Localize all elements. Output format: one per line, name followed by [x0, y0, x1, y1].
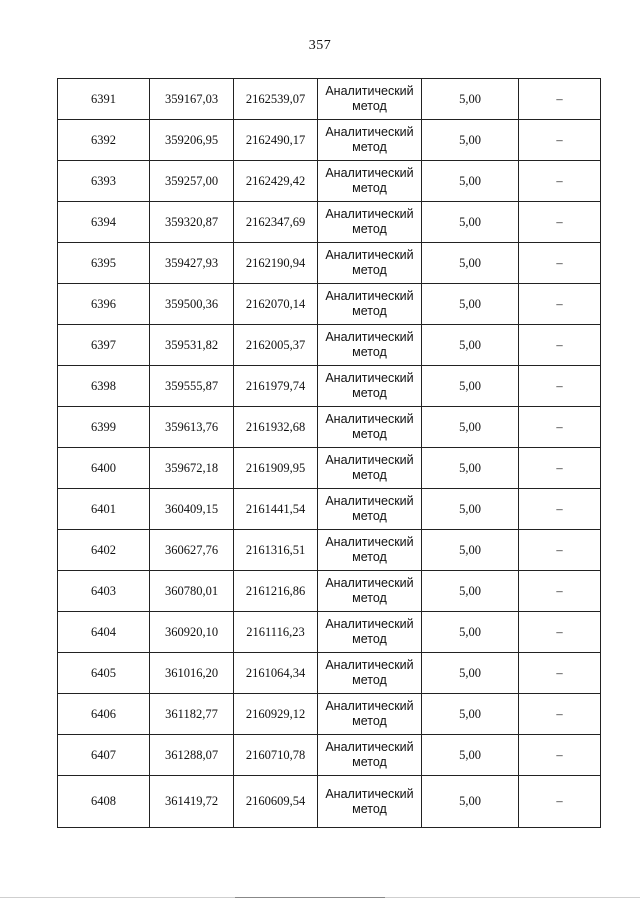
- precision-cell: 5,00: [422, 735, 519, 776]
- method-text-line2: метод: [352, 263, 387, 277]
- precision-cell: 5,00: [422, 407, 519, 448]
- method-cell: [318, 202, 422, 243]
- point-number-cell: 6400: [58, 448, 150, 489]
- note-cell: –: [519, 79, 601, 120]
- y-coordinate-cell: 2162005,37: [234, 325, 318, 366]
- precision-cell: 5,00: [422, 489, 519, 530]
- point-number-cell: 6403: [58, 571, 150, 612]
- point-number-cell: 6393: [58, 161, 150, 202]
- method-cell: [318, 530, 422, 571]
- note-cell: –: [519, 530, 601, 571]
- method-text-line1: Аналитический: [325, 535, 414, 549]
- y-coordinate-cell: 2162539,07: [234, 79, 318, 120]
- table-row: [58, 653, 601, 694]
- precision-cell: 5,00: [422, 366, 519, 407]
- method-text-line2: метод: [352, 427, 387, 441]
- method-cell: [318, 407, 422, 448]
- table-row: [58, 120, 601, 161]
- y-coordinate-cell: 2162490,17: [234, 120, 318, 161]
- method-text-line2: метод: [352, 386, 387, 400]
- table-row: [58, 202, 601, 243]
- x-coordinate-cell: 361288,07: [150, 735, 234, 776]
- point-number-cell: 6396: [58, 284, 150, 325]
- point-number-cell: 6405: [58, 653, 150, 694]
- method-cell: [318, 653, 422, 694]
- note-cell: –: [519, 284, 601, 325]
- point-number-cell: 6395: [58, 243, 150, 284]
- method-text-line2: метод: [352, 632, 387, 646]
- point-number-cell: 6406: [58, 694, 150, 735]
- y-coordinate-cell: 2161979,74: [234, 366, 318, 407]
- note-cell: –: [519, 489, 601, 530]
- method-text-line1: Аналитический: [325, 494, 414, 508]
- method-text-line1: Аналитический: [325, 412, 414, 426]
- method-text-line1: Аналитический: [325, 658, 414, 672]
- method-cell: [318, 161, 422, 202]
- y-coordinate-cell: 2161064,34: [234, 653, 318, 694]
- note-cell: –: [519, 653, 601, 694]
- precision-cell: 5,00: [422, 120, 519, 161]
- method-text-line1: Аналитический: [325, 786, 414, 801]
- y-coordinate-cell: 2162429,42: [234, 161, 318, 202]
- note-cell: –: [519, 366, 601, 407]
- method-text-line1: Аналитический: [325, 453, 414, 467]
- table-row: [58, 243, 601, 284]
- x-coordinate-cell: 359206,95: [150, 120, 234, 161]
- y-coordinate-cell: 2160710,78: [234, 735, 318, 776]
- point-number-cell: 6402: [58, 530, 150, 571]
- x-coordinate-cell: 359555,87: [150, 366, 234, 407]
- x-coordinate-cell: 360920,10: [150, 612, 234, 653]
- method-text-line2: метод: [352, 181, 387, 195]
- precision-cell: 5,00: [422, 243, 519, 284]
- x-coordinate-cell: 361419,72: [150, 776, 234, 828]
- point-number-cell: 6401: [58, 489, 150, 530]
- table-row: [58, 694, 601, 735]
- x-coordinate-cell: 359500,36: [150, 284, 234, 325]
- x-coordinate-cell: 359257,00: [150, 161, 234, 202]
- table-row: [58, 407, 601, 448]
- x-coordinate-cell: 359531,82: [150, 325, 234, 366]
- point-number-cell: 6394: [58, 202, 150, 243]
- y-coordinate-cell: 2160929,12: [234, 694, 318, 735]
- method-cell: [318, 489, 422, 530]
- method-text-line2: метод: [352, 550, 387, 564]
- method-cell: [318, 325, 422, 366]
- y-coordinate-cell: 2162070,14: [234, 284, 318, 325]
- method-cell: [318, 612, 422, 653]
- y-coordinate-cell: 2161909,95: [234, 448, 318, 489]
- y-coordinate-cell: 2162190,94: [234, 243, 318, 284]
- point-number-cell: 6404: [58, 612, 150, 653]
- method-cell: [318, 284, 422, 325]
- x-coordinate-cell: 359427,93: [150, 243, 234, 284]
- x-coordinate-cell: 359672,18: [150, 448, 234, 489]
- note-cell: –: [519, 243, 601, 284]
- x-coordinate-cell: 361182,77: [150, 694, 234, 735]
- note-cell: –: [519, 448, 601, 489]
- method-text-line2: метод: [352, 509, 387, 523]
- note-cell: –: [519, 612, 601, 653]
- precision-cell: 5,00: [422, 161, 519, 202]
- method-text-line2: метод: [352, 222, 387, 236]
- x-coordinate-cell: 359613,76: [150, 407, 234, 448]
- y-coordinate-cell: 2161316,51: [234, 530, 318, 571]
- method-cell: [318, 694, 422, 735]
- method-text-line2: метод: [352, 468, 387, 482]
- table-body: [58, 79, 601, 828]
- method-text-line1: Аналитический: [325, 207, 414, 221]
- point-number-cell: 6407: [58, 735, 150, 776]
- precision-cell: 5,00: [422, 202, 519, 243]
- y-coordinate-cell: 2161216,86: [234, 571, 318, 612]
- point-number-cell: 6408: [58, 776, 150, 828]
- method-cell: [318, 366, 422, 407]
- table-row: [58, 366, 601, 407]
- method-cell: [318, 120, 422, 161]
- bottom-rule-accent: [235, 897, 385, 898]
- note-cell: –: [519, 735, 601, 776]
- point-number-cell: 6391: [58, 79, 150, 120]
- note-cell: –: [519, 202, 601, 243]
- x-coordinate-cell: 359320,87: [150, 202, 234, 243]
- method-text-line1: Аналитический: [325, 740, 414, 754]
- precision-cell: 5,00: [422, 694, 519, 735]
- point-number-cell: 6397: [58, 325, 150, 366]
- method-text-line1: Аналитический: [325, 699, 414, 713]
- method-text-line1: Аналитический: [325, 166, 414, 180]
- method-cell: [318, 243, 422, 284]
- y-coordinate-cell: 2160609,54: [234, 776, 318, 828]
- y-coordinate-cell: 2161932,68: [234, 407, 318, 448]
- page-number: 357: [308, 38, 332, 53]
- precision-cell: 5,00: [422, 571, 519, 612]
- table-row: [58, 735, 601, 776]
- method-cell: [318, 776, 422, 828]
- note-cell: –: [519, 161, 601, 202]
- precision-cell: 5,00: [422, 448, 519, 489]
- method-cell: [318, 448, 422, 489]
- precision-cell: 5,00: [422, 653, 519, 694]
- note-cell: –: [519, 407, 601, 448]
- method-text-line2: метод: [352, 345, 387, 359]
- method-text-line2: метод: [352, 714, 387, 728]
- precision-cell: 5,00: [422, 530, 519, 571]
- table-row: [58, 448, 601, 489]
- method-text-line2: метод: [352, 673, 387, 687]
- table-row: [58, 325, 601, 366]
- x-coordinate-cell: 360627,76: [150, 530, 234, 571]
- table-row: [58, 612, 601, 653]
- note-cell: –: [519, 325, 601, 366]
- y-coordinate-cell: 2162347,69: [234, 202, 318, 243]
- table-row: [58, 489, 601, 530]
- method-text-line2: метод: [352, 304, 387, 318]
- x-coordinate-cell: 359167,03: [150, 79, 234, 120]
- method-text-line1: Аналитический: [325, 125, 414, 139]
- note-cell: –: [519, 694, 601, 735]
- y-coordinate-cell: 2161441,54: [234, 489, 318, 530]
- table-row: [58, 530, 601, 571]
- method-text-line2: метод: [352, 591, 387, 605]
- y-coordinate-cell: 2161116,23: [234, 612, 318, 653]
- method-text-line1: Аналитический: [325, 617, 414, 631]
- method-cell: [318, 735, 422, 776]
- method-cell: [318, 571, 422, 612]
- table-row: [58, 571, 601, 612]
- note-cell: –: [519, 120, 601, 161]
- table-row: [58, 776, 601, 828]
- coordinates-table: [57, 78, 601, 828]
- method-text-line1: Аналитический: [325, 248, 414, 262]
- method-text-line1: Аналитический: [325, 84, 414, 98]
- precision-cell: 5,00: [422, 79, 519, 120]
- method-text-line1: Аналитический: [325, 576, 414, 590]
- method-cell: [318, 79, 422, 120]
- precision-cell: 5,00: [422, 325, 519, 366]
- note-cell: –: [519, 776, 601, 828]
- point-number-cell: 6399: [58, 407, 150, 448]
- method-text-line1: Аналитический: [325, 330, 414, 344]
- x-coordinate-cell: 360780,01: [150, 571, 234, 612]
- table-row: [58, 79, 601, 120]
- table-row: [58, 161, 601, 202]
- point-number-cell: 6392: [58, 120, 150, 161]
- table-row: [58, 284, 601, 325]
- precision-cell: 5,00: [422, 776, 519, 828]
- method-text-line2: метод: [352, 140, 387, 154]
- precision-cell: 5,00: [422, 284, 519, 325]
- method-text-line1: Аналитический: [325, 289, 414, 303]
- note-cell: –: [519, 571, 601, 612]
- x-coordinate-cell: 361016,20: [150, 653, 234, 694]
- precision-cell: 5,00: [422, 612, 519, 653]
- point-number-cell: 6398: [58, 366, 150, 407]
- method-text-line2: метод: [352, 801, 387, 816]
- method-text-line2: метод: [352, 755, 387, 769]
- method-text-line1: Аналитический: [325, 371, 414, 385]
- x-coordinate-cell: 360409,15: [150, 489, 234, 530]
- method-text-line2: метод: [352, 99, 387, 113]
